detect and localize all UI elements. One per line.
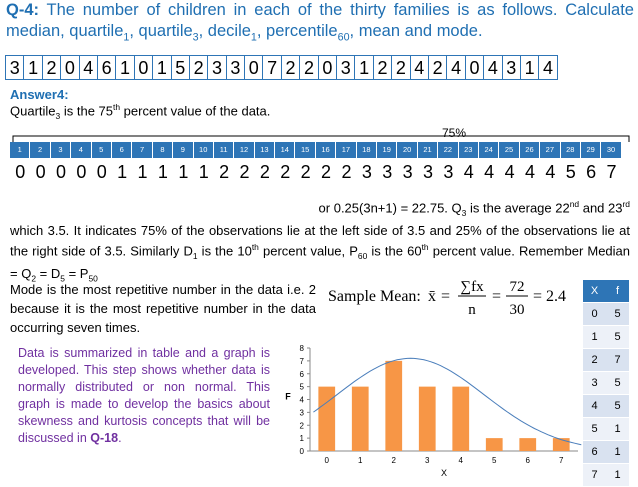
para-sub: 50	[88, 273, 98, 284]
raw-data-cell: 0	[318, 55, 337, 80]
raw-data-cell: 4	[538, 55, 557, 80]
q3-text: percent value of the data.	[120, 103, 271, 119]
raw-data-cell: 4	[410, 55, 429, 80]
table-cell: 3	[583, 372, 606, 395]
raw-data-cell: 4	[446, 55, 465, 80]
raw-data-cell: 2	[189, 55, 208, 80]
y-tick-label: 2	[299, 421, 304, 431]
index-cell: 5	[92, 142, 112, 158]
raw-data-cell: 3	[5, 55, 24, 80]
y-tick-label: 1	[299, 434, 304, 444]
raw-data-cell: 0	[60, 55, 79, 80]
title-sub: 3	[192, 31, 199, 44]
index-cell: 26	[520, 142, 540, 158]
sorted-data-cell: 0	[76, 162, 87, 182]
title-text: , decile	[198, 22, 251, 40]
raw-data-cell: 2	[428, 55, 447, 80]
table-cell: 5	[606, 303, 629, 326]
index-cell: 2	[30, 142, 50, 158]
title-sub: 60	[337, 31, 350, 44]
sorted-data-cell: 4	[545, 162, 556, 182]
bar	[419, 387, 436, 451]
equals-sign: =	[492, 288, 502, 305]
sorted-data-cell: 2	[280, 162, 291, 182]
sample-mean-formula	[328, 270, 578, 320]
table-row	[583, 372, 629, 395]
raw-data-cell: 0	[244, 55, 263, 80]
table-row	[583, 395, 629, 418]
y-tick-label: 5	[299, 382, 304, 392]
raw-data-cell: 7	[262, 55, 281, 80]
index-cell: 23	[459, 142, 479, 158]
index-cell: 24	[479, 142, 499, 158]
title-sub: 1	[123, 31, 130, 44]
table-cell: 1	[606, 441, 629, 464]
sorted-data-cell: 3	[361, 162, 372, 182]
sorted-data-cell: 1	[157, 162, 168, 182]
raw-data-cell: 1	[354, 55, 373, 80]
index-cell: 14	[275, 142, 295, 158]
sorted-data-cell: 0	[96, 162, 107, 182]
bar	[385, 361, 402, 451]
raw-data-cell: 4	[79, 55, 98, 80]
sorted-data-cell: 3	[402, 162, 413, 182]
raw-data-cell: 3	[226, 55, 245, 80]
raw-data-cell: 2	[373, 55, 392, 80]
q3-sup: th	[113, 102, 121, 112]
answer-label: Answer4:	[10, 87, 69, 102]
mean-result: 2.4	[546, 288, 566, 305]
index-cell: 6	[112, 142, 132, 158]
sample-mean-label: Sample Mean:	[328, 288, 421, 305]
equals-sign: =	[441, 288, 451, 305]
raw-data-cell: 1	[520, 55, 539, 80]
sorted-data-cell: 2	[341, 162, 352, 182]
percent-bracket	[12, 134, 630, 142]
summary-text: .	[118, 431, 122, 445]
y-tick-label: 6	[299, 369, 304, 379]
sorted-data-cell: 1	[137, 162, 148, 182]
question-title	[6, 0, 634, 48]
index-cell: 8	[153, 142, 173, 158]
table-header: f	[606, 280, 629, 303]
raw-data-cell: 4	[483, 55, 502, 80]
para-text: = D	[36, 265, 61, 281]
sorted-data-row	[10, 160, 622, 184]
title-text: , percentile	[256, 22, 338, 40]
x-tick-label: 7	[559, 456, 564, 465]
sorted-data-cell: 2	[259, 162, 270, 182]
index-cell: 13	[255, 142, 275, 158]
raw-data-cell: 6	[97, 55, 116, 80]
para-text: percent value, P	[258, 243, 358, 259]
para-sub: 5	[60, 273, 65, 284]
raw-data-cell: 1	[115, 55, 134, 80]
x-tick-label: 3	[425, 456, 430, 465]
sorted-data-cell: 1	[178, 162, 189, 182]
para-sup: th	[251, 241, 259, 252]
raw-data-cell: 3	[336, 55, 355, 80]
raw-data-cell: 5	[171, 55, 190, 80]
title-text: The number of children in each of the thirty families is as follows. Calculate median, quartile	[6, 1, 634, 40]
percent-75-label: 75%	[442, 126, 467, 140]
sorted-data-cell: 5	[565, 162, 576, 182]
para-sup: th	[421, 241, 429, 252]
index-cell: 22	[438, 142, 458, 158]
sorted-data-cell: 3	[423, 162, 434, 182]
para-text: or 0.25(3n+1) = 22.75. Q	[318, 200, 462, 216]
table-header: X	[583, 280, 606, 303]
sorted-data-cell: 3	[382, 162, 393, 182]
index-cell: 18	[357, 142, 377, 158]
y-tick-label: 8	[299, 344, 304, 353]
table-cell: 5	[606, 395, 629, 418]
raw-data-cell: 2	[42, 55, 61, 80]
bar	[452, 387, 469, 451]
sorted-data-cell: 3	[443, 162, 454, 182]
para-sup: rd	[622, 199, 630, 209]
index-cell: 11	[214, 142, 234, 158]
sorted-data-cell: 7	[606, 162, 617, 182]
title-sub: 1	[250, 31, 257, 44]
table-cell: 2	[583, 349, 606, 372]
index-cell: 12	[234, 142, 254, 158]
index-cell: 1	[10, 142, 30, 158]
index-row	[10, 142, 622, 158]
x-tick-label: 1	[358, 456, 363, 465]
index-cell: 9	[173, 142, 193, 158]
y-tick-label: 3	[299, 408, 304, 418]
raw-data-cell: 3	[207, 55, 226, 80]
table-row	[583, 326, 629, 349]
table-cell: 1	[606, 464, 629, 487]
mode-paragraph: Mode is the most repetitive number in the data i.e. 2 because it is the most repetitive number in the data occurring seven times.	[10, 282, 316, 335]
table-row	[583, 349, 629, 372]
frequency-chart	[278, 338, 588, 478]
index-cell: 10	[194, 142, 214, 158]
table-cell: 7	[606, 349, 629, 372]
index-cell: 21	[418, 142, 438, 158]
index-cell: 17	[336, 142, 356, 158]
table-row	[583, 441, 629, 464]
index-cell: 25	[499, 142, 519, 158]
index-cell: 28	[561, 142, 581, 158]
q3-text: Quartile	[10, 103, 56, 119]
sorted-data-cell: 4	[524, 162, 535, 182]
sorted-data-cell: 0	[55, 162, 66, 182]
para-text: percent value. Remember Median = Q	[10, 243, 631, 281]
sorted-data-cell: 4	[463, 162, 474, 182]
summary-text: Data is summarized in table and a graph is developed. This step shows whether data is normally distributed or non normal. This graph is made to develop the basics about skewness and kurtosis concepts that will be discussed in	[18, 346, 270, 445]
q3-sub: 3	[55, 110, 61, 121]
raw-data-cell: 2	[299, 55, 318, 80]
x-axis-label: X	[440, 468, 448, 478]
index-cell: 3	[51, 142, 71, 158]
index-cell: 30	[601, 142, 621, 158]
table-row	[583, 464, 629, 487]
title-text: , quartile	[129, 22, 193, 40]
summary-note	[18, 345, 270, 447]
table-cell: 7	[583, 464, 606, 487]
bar	[486, 438, 503, 451]
table-cell: 1	[583, 326, 606, 349]
index-cell: 29	[581, 142, 601, 158]
sorted-data-cell: 4	[504, 162, 515, 182]
numerator-72: 72	[509, 279, 525, 295]
table-cell: 6	[583, 441, 606, 464]
index-cell: 15	[295, 142, 315, 158]
index-cell: 4	[71, 142, 91, 158]
q3-text: is the 75	[60, 103, 113, 119]
para-sub: 2	[31, 273, 37, 284]
para-text: is the 60	[367, 243, 422, 259]
index-cell: 7	[132, 142, 152, 158]
para-text: and 23	[579, 200, 623, 216]
raw-data-cell: 0	[134, 55, 153, 80]
raw-data-cell: 0	[465, 55, 484, 80]
table-cell: 5	[606, 326, 629, 349]
sorted-data-cell: 0	[15, 162, 26, 182]
para-text: which 3.5. It indicates 75% of the observations lie at the left side of 3.5 and 25% of the observations lie at the right side of 3.5. Similarly D	[10, 222, 630, 259]
sorted-data-cell: 4	[484, 162, 495, 182]
x-tick-label: 4	[458, 456, 463, 465]
bar	[318, 387, 335, 451]
table-row	[583, 303, 629, 326]
sorted-data-cell: 2	[239, 162, 250, 182]
sorted-data-cell: 2	[219, 162, 230, 182]
para-text: = P	[64, 265, 89, 281]
index-cell: 27	[540, 142, 560, 158]
x-tick-label: 0	[324, 456, 329, 465]
y-axis-label: F	[285, 391, 291, 402]
sorted-data-cell: 1	[117, 162, 128, 182]
y-tick-label: 4	[299, 395, 304, 405]
raw-data-cell: 1	[23, 55, 42, 80]
table-row	[583, 418, 629, 441]
x-tick-label: 2	[391, 456, 396, 465]
table-cell: 0	[583, 303, 606, 326]
x-tick-label: 5	[492, 456, 497, 465]
index-cell: 20	[397, 142, 417, 158]
sorted-data-cell: 6	[586, 162, 597, 182]
frequency-table	[583, 280, 629, 487]
title-text: , mean and mode.	[349, 22, 483, 40]
raw-data-row	[6, 55, 558, 80]
para-sub: 60	[357, 250, 368, 261]
index-cell: 19	[377, 142, 397, 158]
denominator-30: 30	[509, 302, 525, 318]
sum-fx: ∑fx	[460, 279, 484, 295]
y-tick-label: 7	[299, 356, 304, 366]
x-tick-label: 6	[525, 456, 530, 465]
para-sup: nd	[569, 199, 580, 209]
para-text: is the average 22	[466, 200, 570, 216]
equals-sign: =	[533, 288, 543, 305]
bar	[519, 438, 536, 451]
para-sub: 3	[461, 207, 467, 218]
y-tick-label: 0	[299, 447, 304, 456]
table-cell: 5	[606, 372, 629, 395]
table-cell: 1	[606, 418, 629, 441]
summary-ref: Q-18	[90, 431, 119, 445]
quartile3-definition	[10, 102, 270, 121]
sorted-data-cell: 1	[198, 162, 209, 182]
table-cell: 4	[583, 395, 606, 418]
sorted-data-cell: 2	[300, 162, 311, 182]
para-text: is the 10	[197, 243, 252, 259]
raw-data-cell: 1	[152, 55, 171, 80]
table-cell: 5	[583, 418, 606, 441]
xbar-symbol: x̄	[428, 288, 436, 305]
index-cell: 16	[316, 142, 336, 158]
bar	[352, 387, 369, 451]
raw-data-cell: 2	[281, 55, 300, 80]
para-sub: 1	[192, 250, 198, 261]
sorted-data-cell: 0	[35, 162, 46, 182]
question-label: Q-4:	[6, 1, 39, 19]
raw-data-cell: 2	[391, 55, 410, 80]
raw-data-cell: 3	[502, 55, 521, 80]
sorted-data-cell: 2	[321, 162, 332, 182]
n-symbol: n	[468, 302, 476, 318]
